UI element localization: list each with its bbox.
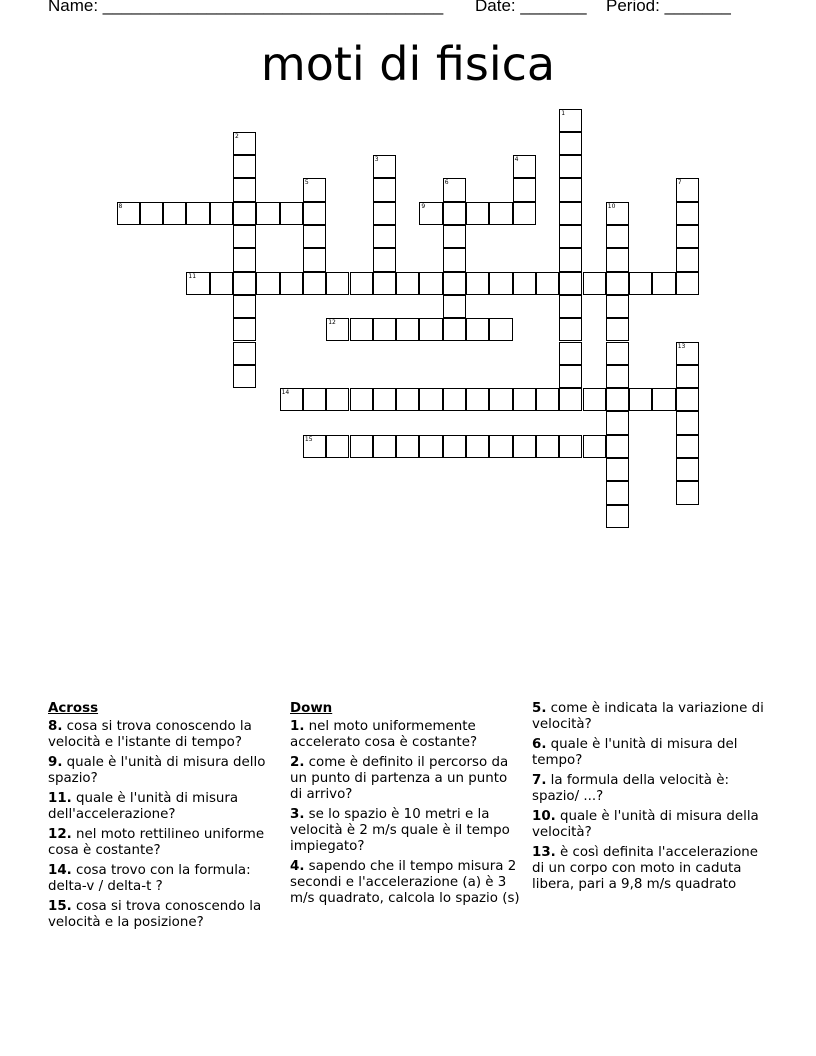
- clue-item-number: 10.: [532, 809, 556, 824]
- crossword-cell[interactable]: [233, 225, 256, 248]
- crossword-cell[interactable]: [652, 272, 675, 295]
- crossword-cell[interactable]: [536, 388, 559, 411]
- crossword-cell[interactable]: [606, 388, 629, 411]
- crossword-cell[interactable]: [513, 388, 536, 411]
- clue-item: [532, 809, 772, 841]
- clue-item: [290, 719, 520, 751]
- crossword-cell[interactable]: [443, 248, 466, 271]
- crossword-grid: [117, 109, 717, 549]
- crossword-cell[interactable]: [419, 202, 442, 225]
- clue-item: [290, 755, 520, 803]
- crossword-cell[interactable]: [233, 295, 256, 318]
- crossword-cell[interactable]: [676, 458, 699, 481]
- crossword-cell[interactable]: [373, 318, 396, 341]
- crossword-cell[interactable]: [373, 155, 396, 178]
- crossword-cell[interactable]: [280, 272, 303, 295]
- crossword-cell[interactable]: [513, 202, 536, 225]
- crossword-cell[interactable]: [606, 295, 629, 318]
- clue-item-text: cosa si trova conoscendo la velocità e la posizione?: [48, 899, 262, 930]
- crossword-cell[interactable]: [256, 272, 279, 295]
- clue-item-text: quale è l'unità di misura della velocità?: [532, 809, 759, 840]
- clue-item: [48, 899, 270, 931]
- crossword-cell[interactable]: [443, 388, 466, 411]
- clue-item: [532, 701, 772, 733]
- crossword-cell[interactable]: [186, 202, 209, 225]
- crossword-cell[interactable]: [606, 225, 629, 248]
- crossword-cell[interactable]: [326, 388, 349, 411]
- crossword-cell[interactable]: [606, 458, 629, 481]
- crossword-cell[interactable]: [303, 202, 326, 225]
- crossword-cell[interactable]: [233, 132, 256, 155]
- crossword-cell[interactable]: [396, 318, 419, 341]
- crossword-cell[interactable]: [373, 225, 396, 248]
- clue-number: 10: [607, 202, 616, 210]
- crossword-cell[interactable]: [303, 248, 326, 271]
- crossword-cell[interactable]: [303, 388, 326, 411]
- crossword-cell[interactable]: [373, 202, 396, 225]
- crossword-cell[interactable]: [186, 272, 209, 295]
- clue-item: [290, 807, 520, 855]
- clue-item: [532, 737, 772, 769]
- clue-item: [532, 773, 772, 805]
- crossword-cell[interactable]: [443, 225, 466, 248]
- clue-item: [48, 827, 270, 859]
- clue-item-number: 9.: [48, 755, 63, 770]
- crossword-cell[interactable]: [513, 178, 536, 201]
- crossword-cell[interactable]: [676, 342, 699, 365]
- crossword-cell[interactable]: [326, 435, 349, 458]
- down-clue-list: [290, 719, 520, 907]
- crossword-cell[interactable]: [419, 388, 442, 411]
- clue-number: 8: [118, 202, 123, 210]
- crossword-cell[interactable]: [559, 435, 582, 458]
- clue-item-number: 4.: [290, 859, 305, 874]
- crossword-cell[interactable]: [489, 388, 512, 411]
- clue-item-text: quale è l'unità di misura dello spazio?: [48, 755, 266, 786]
- crossword-cell[interactable]: [606, 411, 629, 434]
- crossword-cell[interactable]: [233, 178, 256, 201]
- clue-item: [48, 755, 270, 787]
- crossword-cell[interactable]: [350, 318, 373, 341]
- crossword-cell[interactable]: [559, 178, 582, 201]
- crossword-cell[interactable]: [466, 318, 489, 341]
- crossword-cell[interactable]: [233, 202, 256, 225]
- clues-down-column-continued: [532, 701, 772, 897]
- crossword-cell[interactable]: [256, 202, 279, 225]
- student-info-header: [48, 0, 768, 20]
- crossword-cell[interactable]: [419, 435, 442, 458]
- clue-number: 12: [328, 319, 336, 327]
- crossword-cell[interactable]: [513, 435, 536, 458]
- clue-item-number: 6.: [532, 737, 547, 752]
- crossword-cell[interactable]: [606, 342, 629, 365]
- period-field[interactable]: Period: _______: [606, 0, 731, 15]
- clue-item: [532, 845, 772, 893]
- crossword-cell[interactable]: [606, 202, 629, 225]
- crossword-cell[interactable]: [466, 388, 489, 411]
- crossword-cell[interactable]: [443, 272, 466, 295]
- clue-item-number: 11.: [48, 791, 72, 806]
- crossword-cell[interactable]: [466, 272, 489, 295]
- crossword-cell[interactable]: [559, 318, 582, 341]
- crossword-cell[interactable]: [652, 388, 675, 411]
- crossword-cell[interactable]: [443, 435, 466, 458]
- clue-item: [48, 863, 270, 895]
- crossword-cell[interactable]: [443, 318, 466, 341]
- crossword-cell[interactable]: [606, 248, 629, 271]
- clue-item-number: 15.: [48, 899, 72, 914]
- clue-number: 7: [677, 179, 682, 187]
- crossword-cell[interactable]: [163, 202, 186, 225]
- crossword-cell[interactable]: [606, 435, 629, 458]
- clue-item-text: è così definita l'accelerazione di un corpo con moto in caduta libera, pari a 9,8 m/s quadrato: [532, 845, 758, 892]
- clue-item-text: la formula della velocità è: spazio/ ...?: [532, 773, 729, 804]
- page-title: moti di fisica: [260, 37, 556, 91]
- clue-number: 5: [304, 179, 309, 187]
- crossword-cell[interactable]: [233, 248, 256, 271]
- name-field[interactable]: Name: ____________________________________: [48, 0, 444, 15]
- crossword-cell[interactable]: [373, 388, 396, 411]
- crossword-cell[interactable]: [676, 225, 699, 248]
- clue-number: 15: [304, 435, 313, 443]
- crossword-cell[interactable]: [443, 178, 466, 201]
- clue-number: 1: [561, 109, 566, 117]
- crossword-cell[interactable]: [373, 272, 396, 295]
- down-heading: Down: [290, 701, 333, 716]
- crossword-cell[interactable]: [326, 318, 349, 341]
- crossword-cell[interactable]: [210, 272, 233, 295]
- crossword-cell[interactable]: [513, 272, 536, 295]
- clue-item-number: 5.: [532, 701, 547, 716]
- clue-item-number: 3.: [290, 807, 305, 822]
- crossword-cell[interactable]: [559, 225, 582, 248]
- crossword-cell[interactable]: [419, 318, 442, 341]
- crossword-cell[interactable]: [326, 272, 349, 295]
- crossword-cell[interactable]: [350, 435, 373, 458]
- clue-item-text: cosa trovo con la formula: delta-v / delta-t ?: [48, 863, 251, 894]
- crossword-cell[interactable]: [373, 178, 396, 201]
- clue-item-number: 8.: [48, 719, 63, 734]
- crossword-cell[interactable]: [466, 435, 489, 458]
- clue-number: 11: [188, 272, 197, 280]
- clue-item-number: 12.: [48, 827, 72, 842]
- crossword-cell[interactable]: [489, 202, 512, 225]
- crossword-cell[interactable]: [606, 272, 629, 295]
- crossword-cell[interactable]: [559, 155, 582, 178]
- crossword-cell[interactable]: [210, 202, 233, 225]
- clue-item: [48, 719, 270, 751]
- crossword-cell[interactable]: [140, 202, 163, 225]
- crossword-cell[interactable]: [606, 365, 629, 388]
- crossword-cell[interactable]: [629, 388, 652, 411]
- clue-number: 9: [421, 202, 426, 210]
- clues-down-column: [290, 701, 520, 911]
- clue-item-text: come è indicata la variazione di velocità?: [532, 701, 764, 732]
- crossword-cell[interactable]: [233, 318, 256, 341]
- crossword-cell[interactable]: [233, 365, 256, 388]
- crossword-cell[interactable]: [466, 202, 489, 225]
- clue-item-text: quale è l'unità di misura del tempo?: [532, 737, 738, 768]
- clue-item-text: cosa si trova conoscendo la velocità e l'istante di tempo?: [48, 719, 252, 750]
- crossword-cell[interactable]: [559, 295, 582, 318]
- crossword-cell[interactable]: [280, 202, 303, 225]
- crossword-cell[interactable]: [350, 388, 373, 411]
- crossword-cell[interactable]: [489, 272, 512, 295]
- crossword-cell[interactable]: [676, 411, 699, 434]
- crossword-cell[interactable]: [117, 202, 140, 225]
- clue-item-number: 13.: [532, 845, 556, 860]
- crossword-cell[interactable]: [559, 132, 582, 155]
- crossword-cell[interactable]: [606, 505, 629, 528]
- crossword-cell[interactable]: [303, 178, 326, 201]
- crossword-cell[interactable]: [559, 342, 582, 365]
- crossword-cell[interactable]: [233, 342, 256, 365]
- crossword-cell[interactable]: [513, 155, 536, 178]
- crossword-cell[interactable]: [676, 481, 699, 504]
- clue-item-text: se lo spazio è 10 metri e la velocità è 2 m/s quale è il tempo impiegato?: [290, 807, 510, 854]
- crossword-cell[interactable]: [443, 295, 466, 318]
- crossword-cell[interactable]: [303, 272, 326, 295]
- crossword-cell[interactable]: [559, 248, 582, 271]
- crossword-cell[interactable]: [583, 388, 606, 411]
- crossword-cell[interactable]: [606, 318, 629, 341]
- crossword-cell[interactable]: [583, 435, 606, 458]
- crossword-cell[interactable]: [606, 481, 629, 504]
- crossword-cell[interactable]: [629, 272, 652, 295]
- clue-item-number: 7.: [532, 773, 547, 788]
- clue-item-text: sapendo che il tempo misura 2 secondi e l'accelerazione (a) è 3 m/s quadrato, calcola lo spazio (s): [290, 859, 520, 906]
- crossword-cell[interactable]: [559, 202, 582, 225]
- clue-item-text: come è definito il percorso da un punto di partenza a un punto di arrivo?: [290, 755, 509, 802]
- crossword-cell[interactable]: [559, 272, 582, 295]
- clue-item-text: nel moto rettilineo uniforme cosa è costante?: [48, 827, 265, 858]
- crossword-cell[interactable]: [373, 435, 396, 458]
- clue-number: 3: [374, 156, 379, 164]
- crossword-cell[interactable]: [303, 435, 326, 458]
- crossword-cell[interactable]: [396, 272, 419, 295]
- crossword-cell[interactable]: [396, 435, 419, 458]
- clue-number: 6: [444, 179, 449, 187]
- crossword-cell[interactable]: [536, 272, 559, 295]
- crossword-cell[interactable]: [559, 365, 582, 388]
- crossword-cell[interactable]: [303, 225, 326, 248]
- crossword-cell[interactable]: [280, 388, 303, 411]
- crossword-cell[interactable]: [676, 365, 699, 388]
- clue-item: [48, 791, 270, 823]
- clue-item-number: 2.: [290, 755, 305, 770]
- crossword-cell[interactable]: [676, 272, 699, 295]
- crossword-cell[interactable]: [373, 248, 396, 271]
- across-clue-list: [48, 719, 270, 931]
- crossword-cell[interactable]: [489, 318, 512, 341]
- crossword-cell[interactable]: [559, 388, 582, 411]
- clue-number: 2: [235, 132, 239, 140]
- date-field[interactable]: Date: _______: [475, 0, 587, 15]
- crossword-cell[interactable]: [443, 202, 466, 225]
- clue-item-number: 14.: [48, 863, 72, 878]
- clue-item: [290, 859, 520, 907]
- clue-number: 4: [514, 156, 519, 164]
- clue-item-text: nel moto uniformemente accelerato cosa è costante?: [290, 719, 478, 750]
- crossword-cell[interactable]: [489, 435, 512, 458]
- clue-number: 13: [677, 342, 686, 350]
- crossword-cell[interactable]: [676, 435, 699, 458]
- crossword-cell[interactable]: [233, 155, 256, 178]
- crossword-cell[interactable]: [419, 272, 442, 295]
- crossword-cell[interactable]: [559, 109, 582, 132]
- clue-number: 14: [281, 389, 290, 397]
- across-heading: Across: [48, 701, 99, 716]
- clues-across-column: [48, 701, 270, 935]
- crossword-cell[interactable]: [536, 435, 559, 458]
- crossword-cell[interactable]: [350, 272, 373, 295]
- crossword-cell[interactable]: [676, 248, 699, 271]
- clue-item-text: quale è l'unità di misura dell'accelerazione?: [48, 791, 239, 822]
- clue-item-number: 1.: [290, 719, 305, 734]
- down-clue-list-continued: [532, 701, 772, 893]
- crossword-cell[interactable]: [676, 202, 699, 225]
- crossword-cell[interactable]: [676, 178, 699, 201]
- crossword-cell[interactable]: [396, 388, 419, 411]
- crossword-cell[interactable]: [583, 272, 606, 295]
- crossword-cell[interactable]: [676, 388, 699, 411]
- crossword-cell[interactable]: [233, 272, 256, 295]
